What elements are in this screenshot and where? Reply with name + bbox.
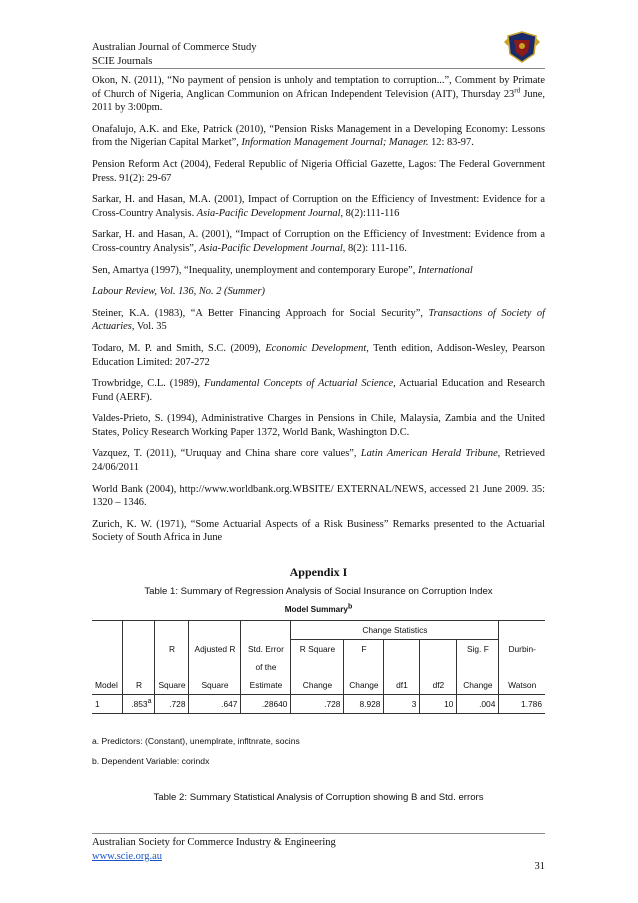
page-footer [92, 836, 545, 864]
reference-text: June, 2011 by 3:00pm. [92, 88, 546, 114]
cell-durbin-watson: 1.786 [499, 695, 545, 714]
header-row-2 [92, 640, 545, 659]
model-summary-title-text: Model Summary [284, 605, 348, 614]
reference-title-italic: Transactions of Society of Actuaries [92, 307, 545, 333]
footer-url-link[interactable]: www.scie.org.au [92, 851, 162, 862]
th-se-3: Estimate [241, 676, 291, 695]
reference-entry [92, 307, 545, 334]
th-fc-2: Change [344, 676, 384, 695]
running-header [92, 41, 548, 69]
reference-entry [92, 412, 545, 439]
reference-entry [92, 123, 545, 150]
cell-r-square-change: .728 [291, 695, 344, 714]
reference-title-italic: Information Management Journal; Manager. [241, 137, 429, 149]
table-note-b: b. Dependent Variable: corindx [92, 756, 210, 766]
model-summary-table [92, 620, 545, 714]
cell-sig-f-change: .004 [457, 695, 499, 714]
model-summary-title-sup: b [347, 603, 353, 611]
footer-divider [92, 833, 545, 834]
appendix-heading: Appendix I [289, 565, 348, 579]
header-divider [92, 68, 545, 69]
scie-logo-icon [502, 30, 542, 64]
reference-title-italic: Latin American Herald Tribune, [360, 448, 501, 460]
reference-text: 12: 83-97. [428, 137, 474, 149]
reference-text: Valdes-Prieto, S. (1994), Administrative Charges in Pensions in Chile, Malaysia, Zambia and the United States, Policy Research Working Paper 1372, World Bank, Washington D.C. [92, 413, 545, 438]
th-rsc-2: Change [291, 676, 344, 695]
th-adj-1: Adjusted R [189, 640, 241, 659]
th-r-square-2: Square [155, 676, 189, 695]
reference-title-italic: International [417, 264, 473, 276]
reference-superscript: rd [514, 86, 521, 95]
reference-entry [92, 342, 545, 369]
change-statistics-header: Change Statistics [291, 621, 499, 640]
th-rsc-1: R Square [291, 640, 344, 659]
th-r-square-1: R [155, 640, 189, 659]
th-model: Model [92, 676, 123, 695]
reference-entry [92, 193, 545, 220]
reference-text: Vazquez, T. (2011), “Uruquay and China share core values”, [92, 448, 361, 460]
th-se-1: Std. Error [241, 640, 291, 659]
reference-text: Sarkar, H. and Hasan, A. (2001), “Impact of Corruption on the Efficiency of Investment: Evidence from a Cross-country Analysis”, [92, 229, 545, 254]
reference-text: Pension Reform Act (2004), Federal Republic of Nigeria Official Gazette, Lagos: The Federal Government Press. 91(2): 29-67 [92, 158, 545, 184]
header-row-4 [92, 676, 545, 695]
th-r: R [123, 676, 155, 695]
reference-text: Steiner, K.A. (1983), “A Better Financing Approach for Social Security”, [92, 307, 429, 319]
reference-entry [92, 264, 545, 278]
reference-entry [92, 158, 545, 185]
journal-name: Australian Journal of Commerce Study [92, 42, 257, 53]
th-df1: df1 [384, 676, 420, 695]
reference-entry [92, 483, 545, 510]
th-dw-1: Durbin- [499, 640, 545, 659]
reference-entry [92, 285, 545, 299]
reference-text: , 8(2): 111-116. [342, 242, 407, 254]
model-summary-title [92, 605, 545, 614]
th-se-2: of the [241, 658, 291, 676]
footer-society: Australian Society for Commerce Industry & Engineering [92, 837, 336, 848]
reference-text: Sen, Amartya (1997), “Inequality, unemployment and contemporary Europe”, [92, 264, 418, 276]
journal-series: SCIE Journals [92, 56, 153, 67]
reference-entry [92, 377, 545, 404]
cell-r-value: .853 [131, 699, 148, 709]
th-fc-1: F [344, 640, 384, 659]
reference-title-italic: Fundamental Concepts of Actuarial Science [204, 378, 394, 390]
reference-title-italic: Asia-Pacific Development Journal [196, 207, 341, 219]
th-dw-2: Watson [499, 676, 545, 695]
reference-text: , Actuarial Education and Research Fund (AERF). [92, 378, 545, 403]
reference-text: Onafalujo, A.K. and Eke, Patrick (2010), “Pension Risks Management in a Developing Economy: Lessons from the Nigerian Capital Market”, [92, 123, 545, 149]
table2-caption: Table 2: Summary Statistical Analysis of Corruption showing B and Std. errors [153, 792, 484, 803]
th-adj-2: Square [189, 676, 241, 695]
reference-text: Todaro, M. P. and Smith, S.C. (2009), [92, 342, 266, 354]
reference-text: Tenth edition, Addison-Wesley, Pearson Education Limited: 207-272 [92, 342, 545, 368]
reference-text: Okon, N. (2011), “No payment of pension is unholy and temptation to corruption...”, Comment by Primate of Church of Nigeria, Anglican Communion on African Independent Television (AIT), Thursday 23 [92, 75, 545, 100]
cell-r-sup: a [147, 698, 152, 706]
cell-std-error: .28640 [241, 695, 291, 714]
reference-entry [92, 228, 545, 255]
cell-f-change: 8.928 [344, 695, 384, 714]
cell-df1: 3 [384, 695, 420, 714]
cell-model: 1 [92, 695, 123, 714]
table-note-a: a. Predictors: (Constant), unemplrate, infltnrate, socins [92, 736, 300, 746]
reference-text: Retrieved 24/06/2011 [92, 448, 545, 474]
reference-title-italic: Asia-Pacific Development Journal [199, 242, 343, 254]
table-row [92, 695, 545, 714]
header-row-3 [92, 658, 545, 676]
cell-adj-r-square: .647 [189, 695, 241, 714]
th-sig-2: Change [457, 676, 499, 695]
reference-list [92, 74, 545, 553]
reference-entry [92, 518, 545, 545]
reference-title-italic: Labour Review, Vol. 136, No. 2 (Summer) [92, 286, 265, 298]
reference-text: World Bank (2004), http://www.worldbank.org.WBSITE/ EXTERNAL/NEWS, accessed 21 June 2009. 35: 1320 – 1346. [92, 483, 545, 509]
page-number: 31 [534, 861, 545, 872]
reference-text: Zurich, K. W. (1971), “Some Actuarial Aspects of a Risk Business” Remarks presented to the Actuarial Society of South Africa in June [92, 518, 545, 544]
reference-title-italic: Economic Development, [265, 342, 369, 354]
reference-text: Trowbridge, C.L. (1989), [92, 378, 205, 390]
reference-text: Sarkar, H. and Hasan, M.A. (2001), Impact of Corruption on the Efficiency of Investment: Evidence for a Cross-Country Analysis. [92, 194, 545, 219]
table1-caption: Table 1: Summary of Regression Analysis of Social Insurance on Corruption Index [144, 586, 493, 597]
th-df2: df2 [420, 676, 457, 695]
reference-entry [92, 74, 545, 115]
cell-r [123, 695, 155, 714]
reference-text: , Vol. 35 [131, 321, 167, 333]
reference-text: , 8(2):111-116 [340, 207, 400, 219]
cell-df2: 10 [420, 695, 457, 714]
header-row-1 [92, 621, 545, 640]
cell-r-square: .728 [155, 695, 189, 714]
reference-entry [92, 447, 545, 474]
th-sig-1: Sig. F [457, 640, 499, 659]
